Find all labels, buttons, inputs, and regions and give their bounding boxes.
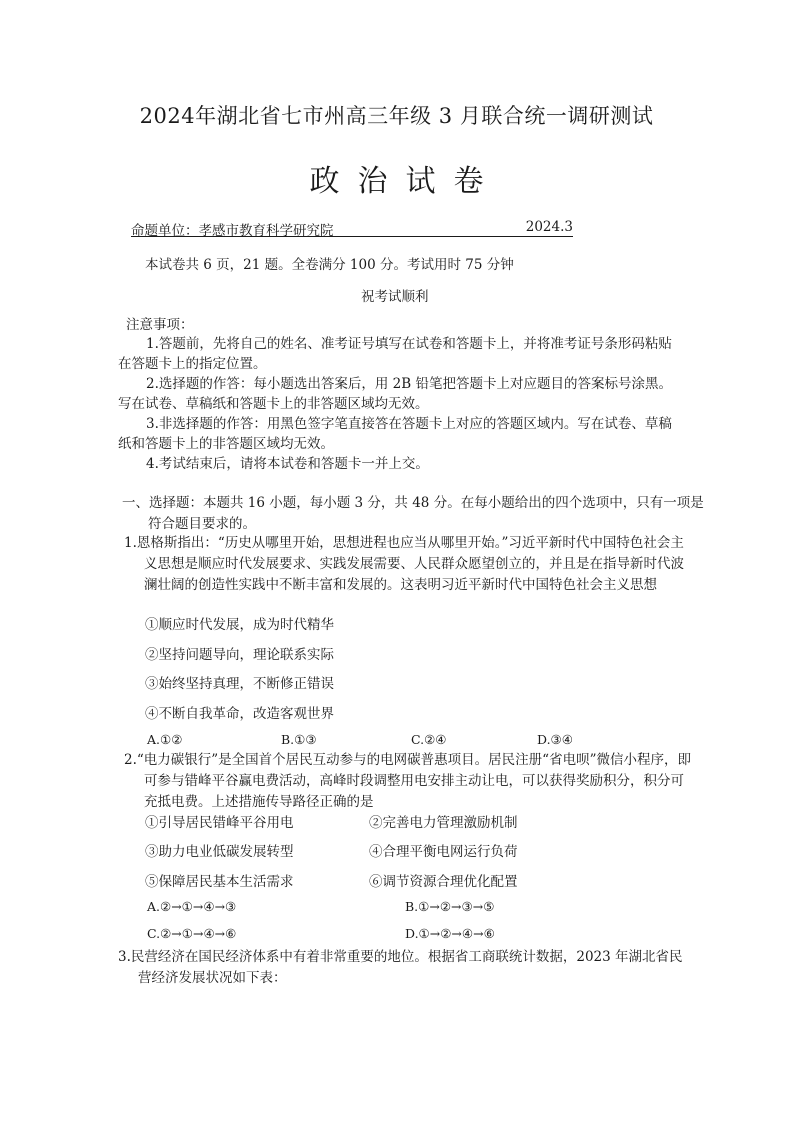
- q1-option-4: ④不断自我革命，改造客观世界: [145, 706, 334, 722]
- unit-line: [131, 219, 573, 237]
- q1-option-1: ①顺应时代发展，成为时代精华: [145, 617, 334, 633]
- exam-title: 2024年湖北省七市州高三年级 3 月联合统一调研测试: [139, 104, 654, 128]
- q1-option-2: ②坚持问题导向，理论联系实际: [145, 647, 334, 663]
- q2-choice-b: B.①→②→③→⑤: [405, 899, 495, 914]
- q2-choice-d: D.①→②→④→⑥: [405, 926, 495, 941]
- q2-option-4: ④合理平衡电网运行负荷: [369, 844, 518, 860]
- q2-option-6: ⑥调节资源合理优化配置: [369, 874, 518, 890]
- q1-option-3: ③始终坚持真理，不断修正错误: [145, 676, 334, 692]
- wish-text: 祝考试顺利: [361, 289, 429, 305]
- exam-date: 2024.3: [525, 219, 573, 235]
- q2-option-5: ⑤保障居民基本生活需求: [145, 874, 294, 890]
- q2-option-2: ②完善电力管理激励机制: [369, 815, 518, 831]
- question-3-stem: 3.民营经济在国民经济体系中有着非常重要的地位。根据省工商联统计数据，2023 年湖北省民营经济发展状况如下表：: [118, 949, 683, 986]
- note-item-3: 3.非选择题的作答：用黑色签字笔直接答在答题卡上对应的答题区域内。写在试卷、草稿纸和答题卡上的非答题区域均无效。: [118, 416, 672, 452]
- intro-text: 本试卷共 6 页，21 题。全卷满分 100 分。考试用时 75 分钟: [145, 257, 514, 273]
- q2-option-1: ①引导居民错峰平谷用电: [145, 815, 294, 831]
- question-2-stem: 2.“电力碳银行”是全国首个居民互动参与的电网碳普惠项目。居民注册“省电呗”微信小程序，即可参与错峰平谷赢电费活动，高峰时段调整用电安排主动让电，可以获得奖励积分，积分可充抵电费。上述措施传导路径正确的是: [124, 752, 691, 810]
- note-item-1: 1.答题前，先将自己的姓名、准考证号填写在试卷和答题卡上，并将准考证号条形码粘贴在答题卡上的指定位置。: [118, 336, 672, 372]
- unit-text: 命题单位：孝感市教育科学研究院: [131, 223, 334, 239]
- q1-choice-c: C.②④: [411, 732, 447, 747]
- note-item-2: 2.选择题的作答：每小题选出答案后，用 2B 铅笔把答题卡上对应题目的答案标号涂黑。写在试卷、草稿纸和答题卡上的非答题区域均无效。: [118, 376, 672, 412]
- q2-choice-a: A.②→①→④→③: [147, 899, 237, 914]
- subject-title: 政治试卷: [309, 164, 502, 199]
- q1-choice-a: A.①②: [147, 732, 183, 747]
- q2-option-3: ③助力电业低碳发展转型: [145, 844, 294, 860]
- q2-choice-c: C.②→①→④→⑥: [147, 926, 237, 941]
- q1-choice-b: B.①③: [281, 732, 317, 747]
- note-item-4: 4.考试结束后，请将本试卷和答题卡一并上交。: [146, 456, 429, 472]
- q1-choice-d: D.③④: [537, 732, 573, 747]
- section-1-heading: 一、选择题：本题共 16 小题，每小题 3 分，共 48 分。在每小题给出的四个选项中，只有一项是符合题目要求的。: [122, 495, 704, 532]
- question-1-stem: 1.恩格斯指出：“历史从哪里开始，思想进程也应当从哪里开始。”习近平新时代中国特色社会主义思想是顺应时代发展要求、实践发展需要、人民群众愿望创立的，并且是在指导新时代波澜壮阔的创造性实践中不断丰富和发展的。这表明习近平新时代中国特色社会主义思想: [124, 535, 684, 593]
- notes-heading: 注意事项：: [126, 317, 194, 333]
